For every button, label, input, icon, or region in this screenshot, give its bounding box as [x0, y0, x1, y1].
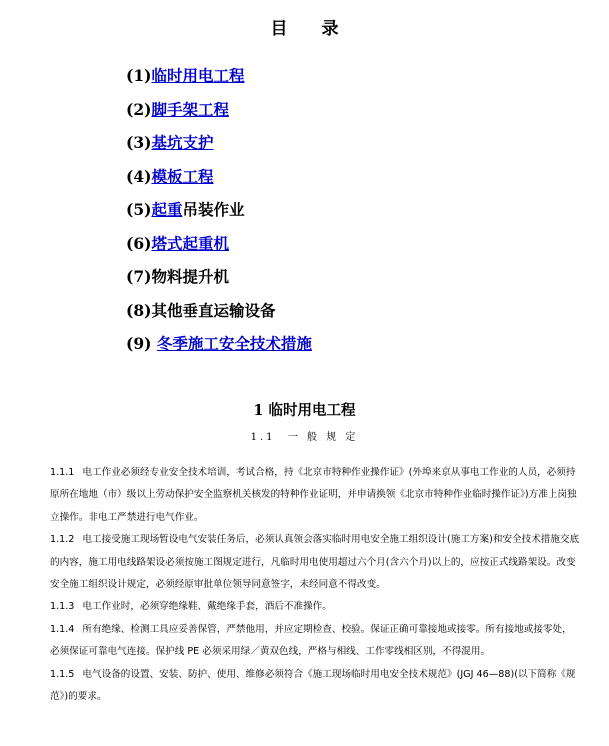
toc-item-number: (5) — [126, 200, 152, 219]
toc-item-3[interactable] — [126, 131, 312, 165]
paragraph-number: 1.1.3 — [50, 601, 75, 613]
toc-item-number: (3) — [126, 133, 152, 152]
paragraph-text: 电工接受施工现场暂设电气安装任务后，必须认真领会落实临时用电安全施工组织设计(施工方案)和安全技术措施交底的内容，施工用电线路架设必须按施工图规定进行，凡临时用电使用超过六个月(含六个月)以上的，应按正式线路架设。改变安全施工组织设计规定，必须经原审批单位领导同意签字，未经同意不得改变。 — [50, 534, 580, 591]
paragraph-number: 1.1.1 — [50, 467, 75, 478]
toc-item-text: 吊装作业 — [182, 200, 245, 219]
section-subtitle: 1.1 一 般 规 定 — [250, 432, 359, 443]
toc-item-8 — [126, 299, 312, 333]
toc-item-2[interactable] — [126, 98, 312, 132]
paragraph-number: 1.1.4 — [50, 623, 75, 635]
toc-item-text: 物料提升机 — [151, 267, 229, 286]
toc-link[interactable]: 脚手架工程 — [151, 99, 229, 119]
toc-item-5[interactable] — [126, 198, 312, 232]
toc-item-number: (7) — [126, 267, 152, 286]
toc-item-9[interactable] — [126, 332, 312, 366]
toc-item-4[interactable] — [126, 165, 312, 199]
paragraph-number: 1.1.2 — [50, 534, 75, 546]
toc-link[interactable]: 塔式起重机 — [151, 233, 229, 253]
paragraph-text: 电工作业必须经专业安全技术培训，考试合格，持《北京市特种作业操作证》(外埠来京从事电工作业的人员，必须持原所在地地（市）级以上劳动保护安全监察机关核发的特种作业证明，并申请换领《北京市特种作业临时操作证》)方准上岗独立操作。非电工严禁进行电气作业。 — [50, 467, 577, 523]
toc-item-number: (6) — [126, 233, 152, 253]
toc-item-6[interactable] — [126, 232, 312, 266]
toc-list — [126, 64, 312, 366]
toc-link[interactable]: 冬季施工安全技术措施 — [156, 334, 312, 353]
paragraph-1-1-1 — [50, 462, 580, 529]
paragraph-1-1-2 — [50, 529, 580, 596]
toc-item-number: (1) — [126, 66, 152, 85]
toc-link[interactable]: 基坑支护 — [151, 133, 214, 152]
toc-item-1[interactable] — [126, 64, 312, 98]
paragraph-1-1-3 — [50, 596, 580, 618]
toc-link[interactable]: 模板工程 — [151, 166, 214, 186]
toc-title: 目 录 — [270, 19, 353, 39]
toc-item-number: (8) — [126, 300, 152, 320]
paragraph-text: 电气设备的设置、安装、防护、使用、维修必须符合《施工现场临时用电安全技术规范》(JGJ 46—88)(以下简称《规范》)的要求。 — [50, 668, 576, 703]
paragraph-number: 1.1.5 — [50, 668, 75, 680]
toc-link[interactable]: 临时用电工程 — [151, 66, 245, 85]
paragraph-1-1-4 — [50, 619, 580, 664]
toc-item-text: 其他垂直运输设备 — [151, 300, 276, 320]
toc-item-7 — [126, 265, 312, 299]
toc-item-number: (4) — [126, 166, 152, 186]
paragraph-1-1-5 — [50, 664, 580, 709]
toc-item-number: (2) — [126, 99, 152, 119]
body-text — [50, 462, 580, 708]
toc-item-number: (9) — [126, 334, 157, 353]
paragraph-text: 所有绝缘、检测工具应妥善保管，严禁他用，并应定期检查、校验。保证正确可靠接地或接零。所有接地或接零处，必须保证可靠电气连接。保护线 PE 必须采用绿／黄双色线，严格与相线、工作零线相区别，不得混用。 — [50, 623, 572, 658]
toc-link[interactable]: 起重 — [151, 200, 183, 219]
paragraph-text: 电工作业时，必须穿绝缘鞋、戴绝缘手套，酒后不准操作。 — [82, 601, 332, 613]
section-title: 1 临时用电工程 — [253, 402, 356, 419]
